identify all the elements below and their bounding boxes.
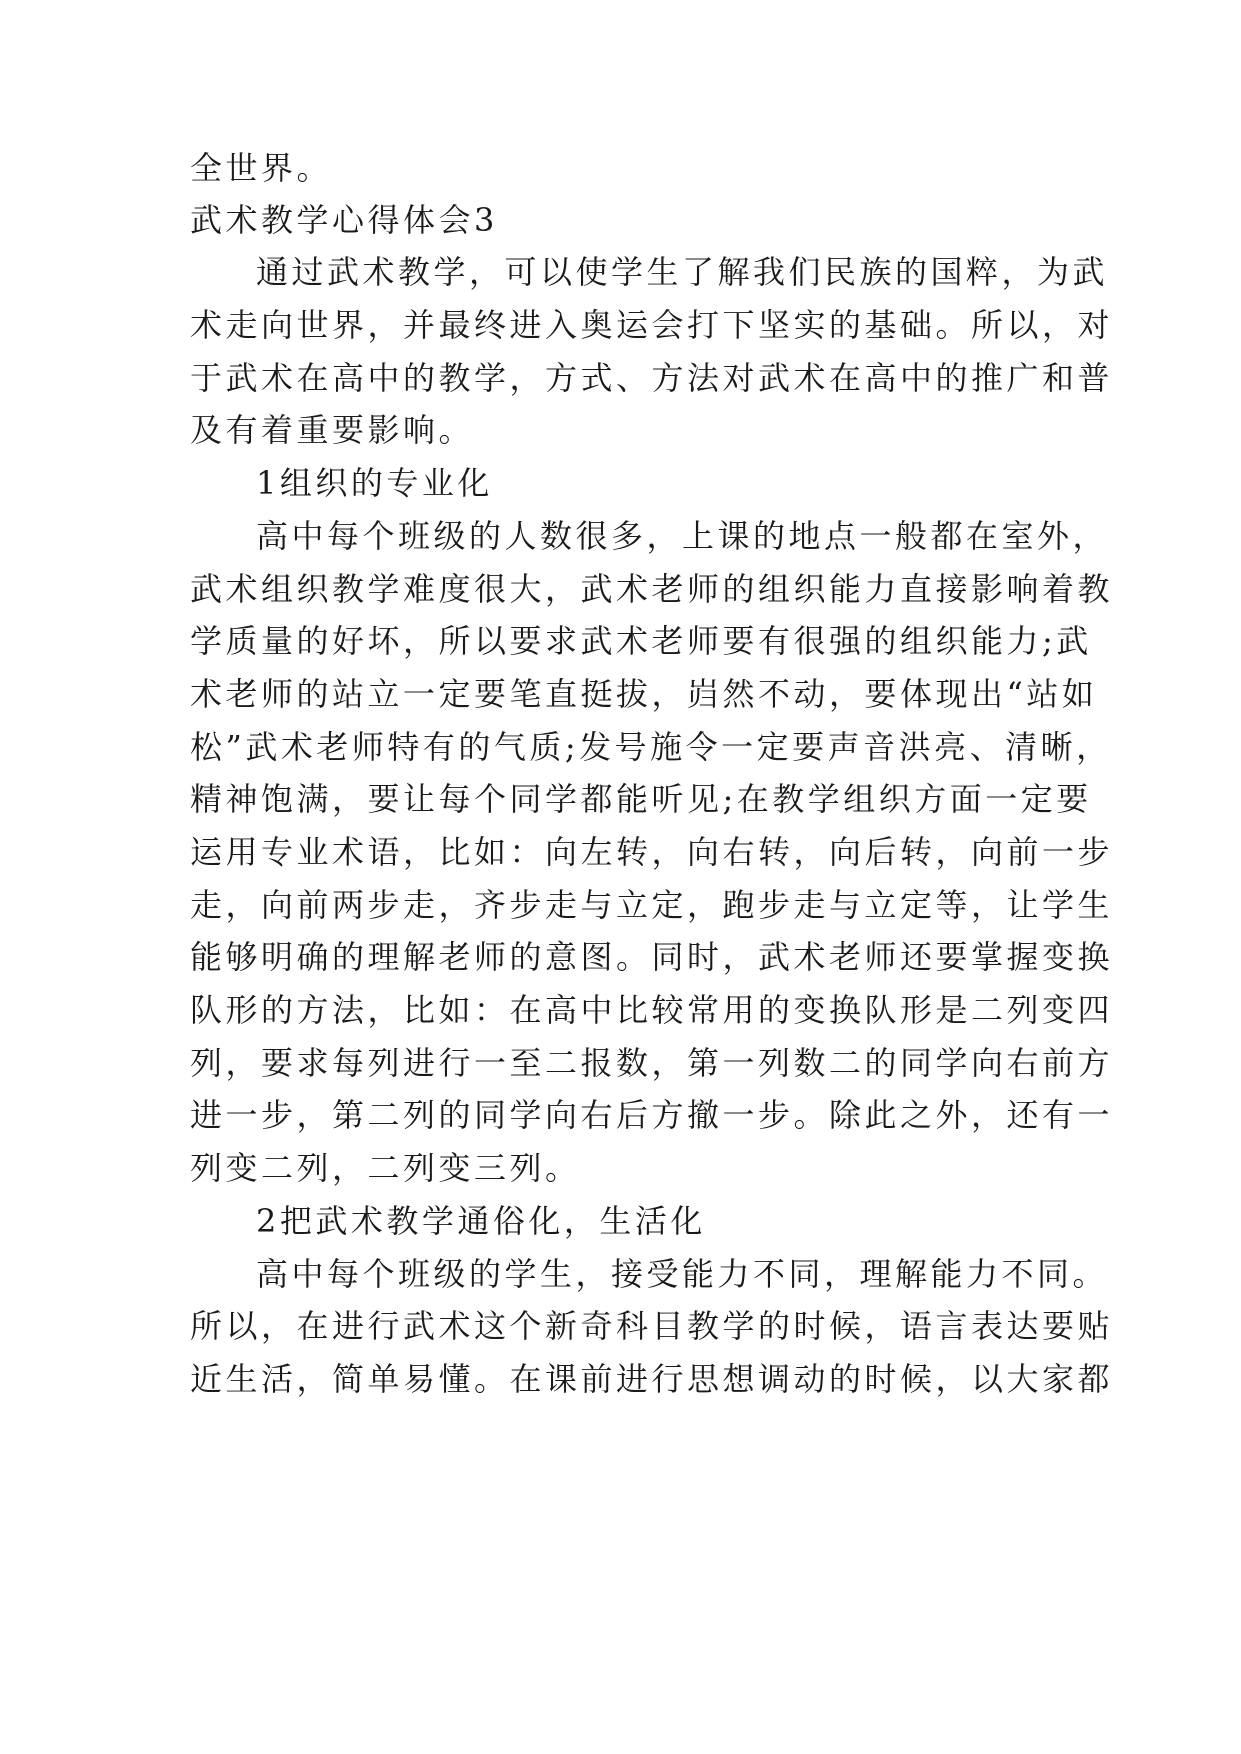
paragraph-line: 高中每个班级的人数很多，上课的地点一般都在室外，	[256, 517, 1109, 555]
paragraph-line: 术走向世界，并最终进入奥运会打下坚实的基础。所以，对	[190, 306, 1114, 344]
paragraph-line: 进一步，第二列的同学向右后方撤一步。除此之外，还有一	[190, 1096, 1114, 1134]
paragraph-line: 术老师的站立一定要笔直挺拔，岿然不动，要体现出“站如	[190, 675, 1098, 713]
paragraph-line: 队形的方法，比如：在高中比较常用的变换队形是二列变四	[190, 991, 1114, 1029]
paragraph-line: 列，要求每列进行一至二报数，第一列数二的同学向右前方	[190, 1044, 1114, 1082]
paragraph-line: 所以，在进行武术这个新奇科目教学的时候，语言表达要贴	[190, 1307, 1114, 1345]
paragraph-line: 能够明确的理解老师的意图。同时，武术老师还要掌握变换	[190, 938, 1114, 976]
paragraph-line: 学质量的好坏，所以要求武术老师要有很强的组织能力;武	[190, 622, 1092, 660]
paragraph-line: 走，向前两步走，齐步走与立定，跑步走与立定等，让学生	[190, 886, 1114, 924]
paragraph-line: 武术组织教学难度很大，武术老师的组织能力直接影响着教	[190, 570, 1114, 608]
subheading: 2把武术教学通俗化，生活化	[256, 1202, 706, 1240]
paragraph-line: 于武术在高中的教学，方式、方法对武术在高中的推广和普	[190, 359, 1114, 397]
section-heading: 武术教学心得体会3	[190, 201, 498, 239]
paragraph-line: 运用专业术语，比如：向左转，向右转，向后转，向前一步	[190, 833, 1114, 871]
text-line: 全世界。	[190, 149, 333, 187]
paragraph-line: 通过武术教学，可以使学生了解我们民族的国粹，为武	[256, 253, 1109, 291]
paragraph-line: 列变二列，二列变三列。	[190, 1149, 581, 1187]
paragraph-line: 及有着重要影响。	[190, 411, 475, 449]
paragraph-line: 高中每个班级的学生，接受能力不同，理解能力不同。	[256, 1255, 1109, 1293]
subheading: 1组织的专业化	[256, 464, 493, 502]
paragraph-line: 松”武术老师特有的气质;发号施令一定要声音洪亮、清晰，	[190, 728, 1112, 766]
paragraph-line: 近生活，简单易懂。在课前进行思想调动的时候，以大家都	[190, 1360, 1114, 1398]
paragraph-line: 精神饱满，要让每个同学都能听见;在教学组织方面一定要	[190, 780, 1092, 818]
